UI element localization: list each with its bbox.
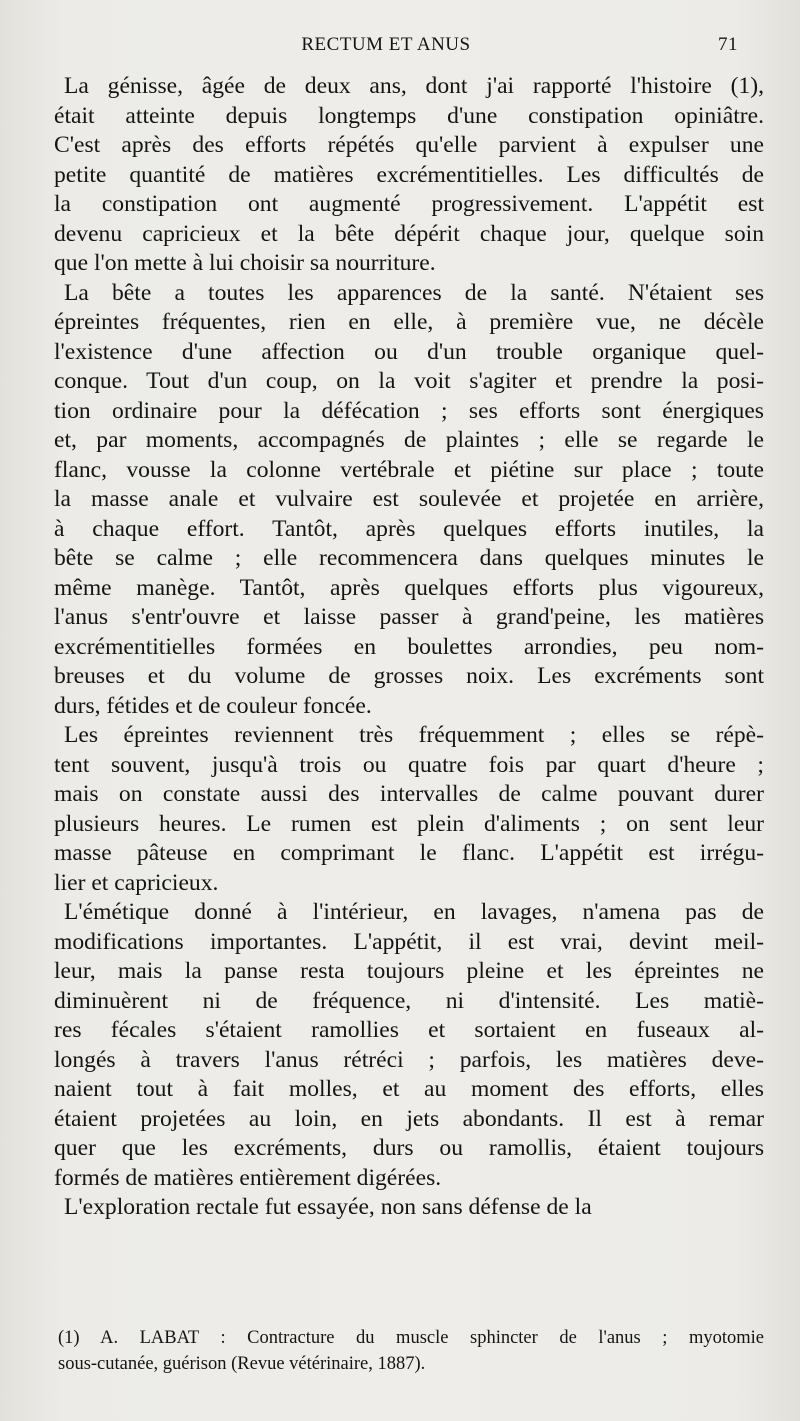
running-header xyxy=(54,34,758,58)
text-line: plusieurs heures. Le rumen est plein d'aliments ; on sent leur xyxy=(54,810,764,837)
text-line: longés à travers l'anus rétréci ; parfois, les matières deve- xyxy=(54,1046,764,1073)
paragraph xyxy=(54,279,764,722)
text-line: la masse anale et vulvaire est soulevée et projetée en arrière, xyxy=(54,486,764,512)
text-line: quer que les excréments, durs ou ramollis, étaient toujours xyxy=(54,1135,764,1161)
text-line: leur, mais la panse resta toujours pleine et les épreintes ne xyxy=(54,958,764,984)
text-line: L'émétique donné à l'intérieur, en lavages, n'amena pas de xyxy=(64,899,764,925)
text-line: L'exploration rectale fut essayée, non sans défense de la xyxy=(64,1194,592,1220)
text-line: tion ordinaire pour la défécation ; ses efforts sont énergiques xyxy=(54,397,764,424)
text-line: La bête a toutes les apparences de la santé. N'étaient ses xyxy=(64,279,764,306)
text-line: mais on constate aussi des intervalles de calme pouvant durer xyxy=(54,781,764,807)
text-line: et, par moments, accompagnés de plaintes ; elle se regarde le xyxy=(54,427,764,453)
paragraph xyxy=(54,1193,764,1223)
footnote xyxy=(58,1325,764,1377)
text-line: masse pâteuse en comprimant le flanc. L'appétit est irrégu- xyxy=(54,840,764,866)
text-line: Les épreintes reviennent très fréquemment ; elles se répè- xyxy=(64,722,764,748)
text-line: même manège. Tantôt, après quelques efforts plus vigoureux, xyxy=(54,574,764,601)
text-line: devenu capricieux et la bête dépérit chaque jour, quelque soin xyxy=(54,220,764,247)
text-line: bête se calme ; elle recommencera dans quelques minutes le xyxy=(54,545,764,571)
text-line: La génisse, âgée de deux ans, dont j'ai rapporté l'histoire (1), xyxy=(64,73,764,99)
text-line: formés de matières entièrement digérées. xyxy=(54,1164,442,1191)
text-line: que l'on mette à lui choisir sa nourriture. xyxy=(54,250,436,276)
text-line: était atteinte depuis longtemps d'une constipation opiniâtre. xyxy=(54,102,764,129)
paragraph xyxy=(54,898,764,1193)
text-line: breuses et du volume de grosses noix. Les excréments sont xyxy=(54,663,764,689)
text-line: lier et capricieux. xyxy=(54,869,219,896)
text-line: l'anus s'entr'ouvre et laisse passer à grand'peine, les matières xyxy=(54,604,764,630)
text-line: tent souvent, jusqu'à trois ou quatre fois par quart d'heure ; xyxy=(54,751,764,778)
paragraph xyxy=(54,72,764,279)
footnote-line: (1) A. LABAT : Contracture du muscle sphincter de l'anus ; myotomie xyxy=(58,1328,764,1348)
running-title: RECTUM ET ANUS xyxy=(301,34,471,55)
text-line: diminuèrent ni de fréquence, ni d'intensité. Les matiè- xyxy=(54,987,764,1014)
paragraph xyxy=(54,721,764,898)
page-number: 71 xyxy=(718,34,738,55)
text-line: excrémentitielles formées en boulettes arrondies, peu nom- xyxy=(54,633,764,660)
text-line: la constipation ont augmenté progressivement. L'appétit est xyxy=(54,191,764,217)
text-line: l'existence d'une affection ou d'un trouble organique quel- xyxy=(54,338,764,365)
text-line: C'est après des efforts répétés qu'elle parvient à expulser une xyxy=(54,132,764,158)
text-line: res fécales s'étaient ramollies et sortaient en fuseaux al- xyxy=(54,1017,764,1043)
text-line: à chaque effort. Tantôt, après quelques efforts inutiles, la xyxy=(54,515,764,542)
body-text xyxy=(54,72,764,1223)
text-line: naient tout à fait molles, et au moment des efforts, elles xyxy=(54,1076,764,1102)
text-line: étaient projetées au loin, en jets abondants. Il est à remar xyxy=(54,1105,764,1132)
text-line: conque. Tout d'un coup, on la voit s'agiter et prendre la posi- xyxy=(54,368,764,394)
text-line: petite quantité de matières excrémentitielles. Les difficultés de xyxy=(54,161,764,188)
footnote-line: sous-cutanée, guérison (Revue vétérinaire, 1887). xyxy=(58,1354,426,1374)
text-line: modifications importantes. L'appétit, il est vrai, devint meil- xyxy=(54,928,764,955)
text-line: épreintes fréquentes, rien en elle, à première vue, ne décèle xyxy=(54,309,764,335)
text-line: flanc, vousse la colonne vertébrale et piétine sur place ; toute xyxy=(54,456,764,483)
text-line: durs, fétides et de couleur foncée. xyxy=(54,692,372,719)
